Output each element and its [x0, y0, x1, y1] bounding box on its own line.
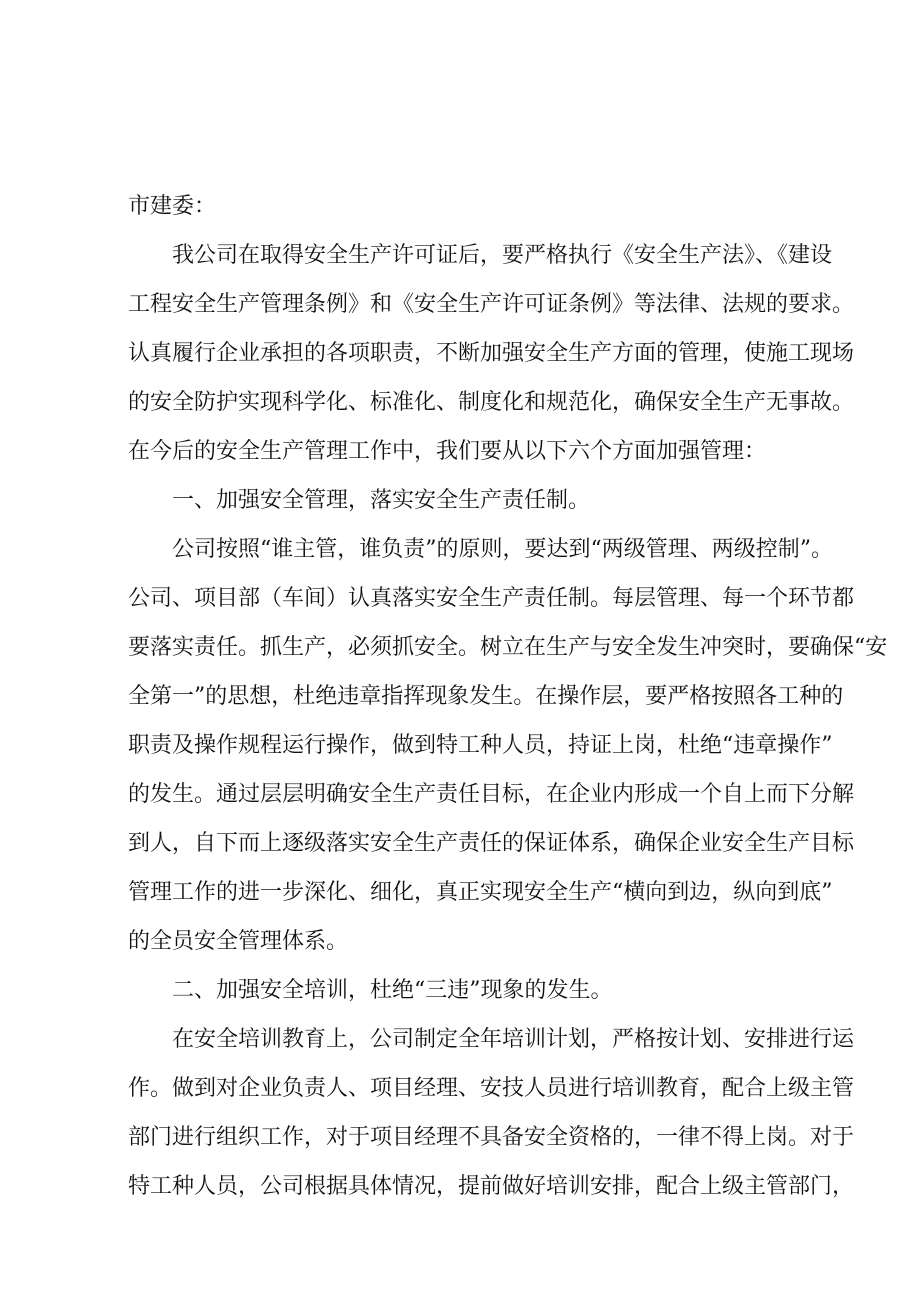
paragraph-line: 的发生。通过层层明确安全生产责任目标，在企业内形成一个自上而下分解 [128, 782, 855, 807]
section-heading: 二、加强安全培训，杜绝“三违”现象的发生。 [172, 978, 613, 1003]
paragraph-line: 部门进行组织工作，对于项目经理不具备安全资格的，一律不得上岗。对于 [128, 1125, 855, 1150]
paragraph-line: 公司、项目部（车间）认真落实安全生产责任制。每层管理、每一个环节都 [128, 586, 855, 611]
paragraph-line: 我公司在取得安全生产许可证后，要严格执行《安全生产法》、《建设 [172, 243, 833, 268]
paragraph-line: 职责及操作规程运行操作，做到特工种人员，持证上岗，杜绝“违章操作” [128, 733, 833, 758]
paragraph-line: 公司按照“谁主管，谁负责”的原则，要达到“两级管理、两级控制”。 [172, 537, 833, 562]
paragraph-line: 特工种人员，公司根据具体情况，提前做好培训安排，配合上级主管部门， [128, 1174, 855, 1199]
paragraph-line: 到人，自下而上逐级落实安全生产责任的保证体系，确保企业安全生产目标 [128, 831, 855, 856]
salutation: 市建委： [128, 194, 217, 219]
paragraph-line: 的安全防护实现科学化、标准化、制度化和规范化，确保安全生产无事故。 [128, 390, 855, 415]
paragraph-line: 要落实责任。抓生产，必须抓安全。树立在生产与安全发生冲突时，要确保“安 [128, 635, 888, 660]
paragraph-line: 认真履行企业承担的各项职责，不断加强安全生产方面的管理，使施工现场 [128, 341, 855, 366]
paragraph-line: 工程安全生产管理条例》和《安全生产许可证条例》等法律、法规的要求。 [128, 292, 855, 317]
paragraph-line: 在今后的安全生产管理工作中，我们要从以下六个方面加强管理： [128, 439, 767, 464]
paragraph-line: 作。做到对企业负责人、项目经理、安技人员进行培训教育，配合上级主管 [128, 1076, 855, 1101]
paragraph-line: 的全员安全管理体系。 [128, 929, 349, 954]
section-heading: 一、加强安全管理，落实安全生产责任制。 [172, 488, 591, 513]
paragraph-line: 管理工作的进一步深化、细化，真正实现安全生产“横向到边，纵向到底” [128, 880, 833, 905]
paragraph-line: 全第一”的思想，杜绝违章指挥现象发生。在操作层，要严格按照各工种的 [128, 684, 844, 709]
paragraph-line: 在安全培训教育上，公司制定全年培训计划，严格按计划、安排进行运 [172, 1027, 855, 1052]
